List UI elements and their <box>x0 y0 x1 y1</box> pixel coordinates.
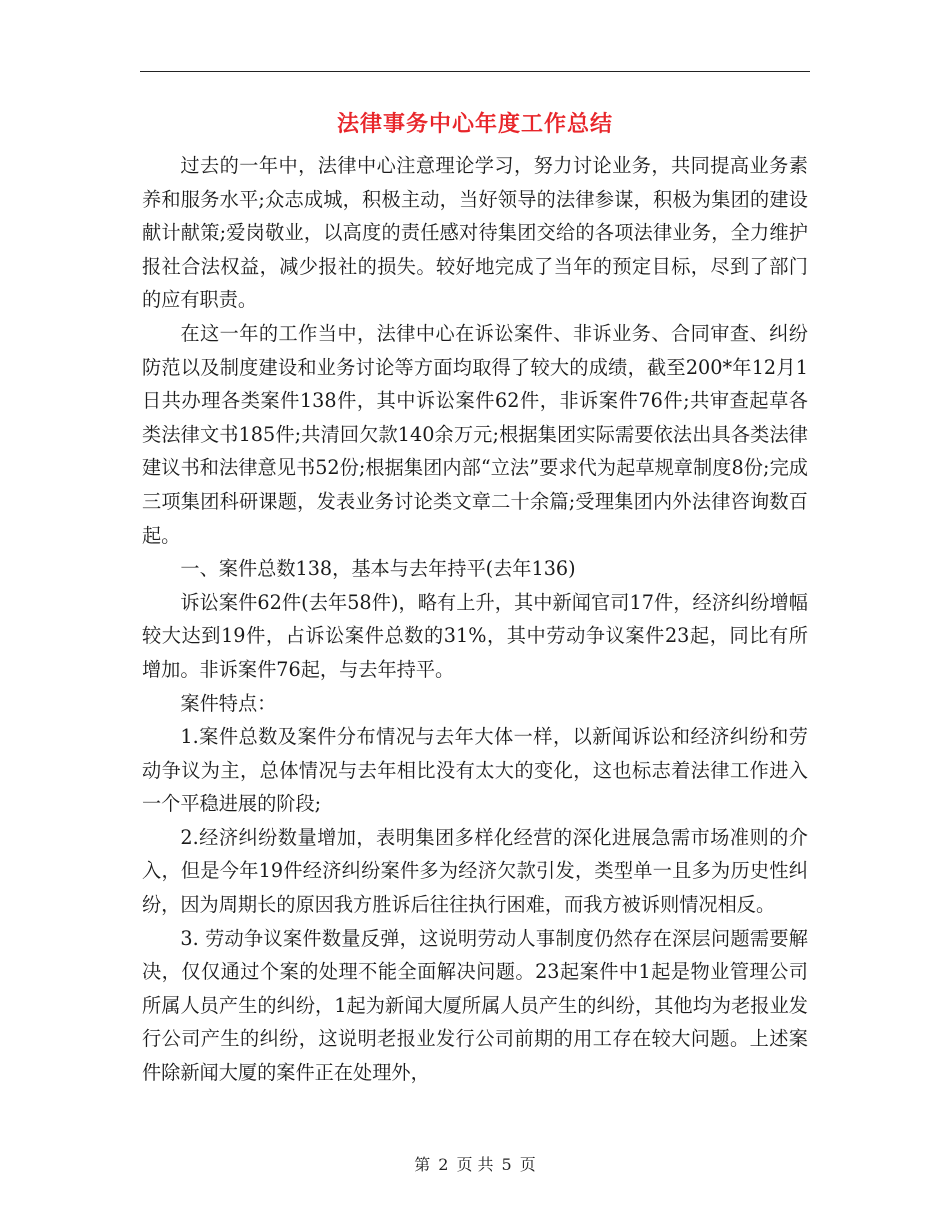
section-heading-case-total: 一、案件总数138，基本与去年持平(去年136) <box>180 557 576 581</box>
page-footer <box>0 1153 950 1177</box>
header-rule <box>140 71 810 72</box>
total-pages-number: 5 <box>501 1155 512 1174</box>
current-page-number: 2 <box>438 1155 449 1174</box>
paragraph-intro: 过去的一年中，法律中心注意理论学习，努力讨论业务，共同提高业务素养和服务水平;众志成城，积极主动，当好领导的法律参谋，积极为集团的建设献计献策;爱岗敬业，以高度的责任感对待集团交给的各项法律业务，全力维护报社合法权益，减少报社的损失。较好地完成了当年的预定目标，尽到了部门的应有职责。 <box>142 154 808 312</box>
document-title: 法律事务中心年度工作总结 <box>336 112 613 137</box>
list-item-feature-3: 3. 劳动争议案件数量反弹，这说明劳动人事制度仍然存在深层问题需要解决，仅仅通过个案的处理不能全面解决问题。23起案件中1起是物业管理公司所属人员产生的纠纷，1起为新闻大厦所属人员产生的纠纷，其他均为老报业发行公司产生的纠纷，这说明老报业发行公司前期的用工存在较大问题。上述案件除新闻大厦的案件正在处理外， <box>142 926 808 1085</box>
subheading-case-features: 案件特点： <box>180 691 277 715</box>
page-label-suffix: 页 <box>519 1155 536 1174</box>
paragraph-litigation-cases: 诉讼案件62件(去年58件)，略有上升，其中新闻官司17件，经济纠纷增幅较大达到19件，占诉讼案件总数的31%，其中劳动争议案件23起，同比有所增加。非诉案件76起，与去年持平。 <box>142 590 808 681</box>
list-item-feature-1: 1.案件总数及案件分布情况与去年大体一样，以新闻诉讼和经济纠纷和劳动争议为主，总体情况与去年相比没有太大的变化，这也标志着法律工作进入一个平稳进展的阶段; <box>142 725 808 816</box>
list-item-feature-2: 2.经济纠纷数量增加，表明集团多样化经营的深化进展急需市场准则的介入，但是今年19件经济纠纷案件多为经济欠款引发，类型单一且多为历史性纠纷，因为周期长的原因我方胜诉后往往执行困难，而我方被诉则情况相反。 <box>142 825 808 917</box>
document-body <box>142 149 808 1090</box>
paragraph-achievements: 在这一年的工作当中，法律中心在诉讼案件、非诉业务、合同审查、纠纷防范以及制度建设和业务讨论等方面均取得了较大的成绩，截至200*年12月1日共办理各类案件138件，其中诉讼案件62件，非诉案件76件;共审查起草各类法律文书185件;共清回欠款140余万元;根据集团实际需要依法出具各类法律建议书和法律意见书52份;根据集团内部“立法”要求代为起草规章制度8份;完成三项集团科研课题，发表业务讨论类文章二十余篇;受理集团内外法律咨询数百起。 <box>142 321 808 547</box>
page-label-mid: 页 共 <box>456 1155 494 1174</box>
page-label-prefix: 第 <box>414 1155 431 1174</box>
